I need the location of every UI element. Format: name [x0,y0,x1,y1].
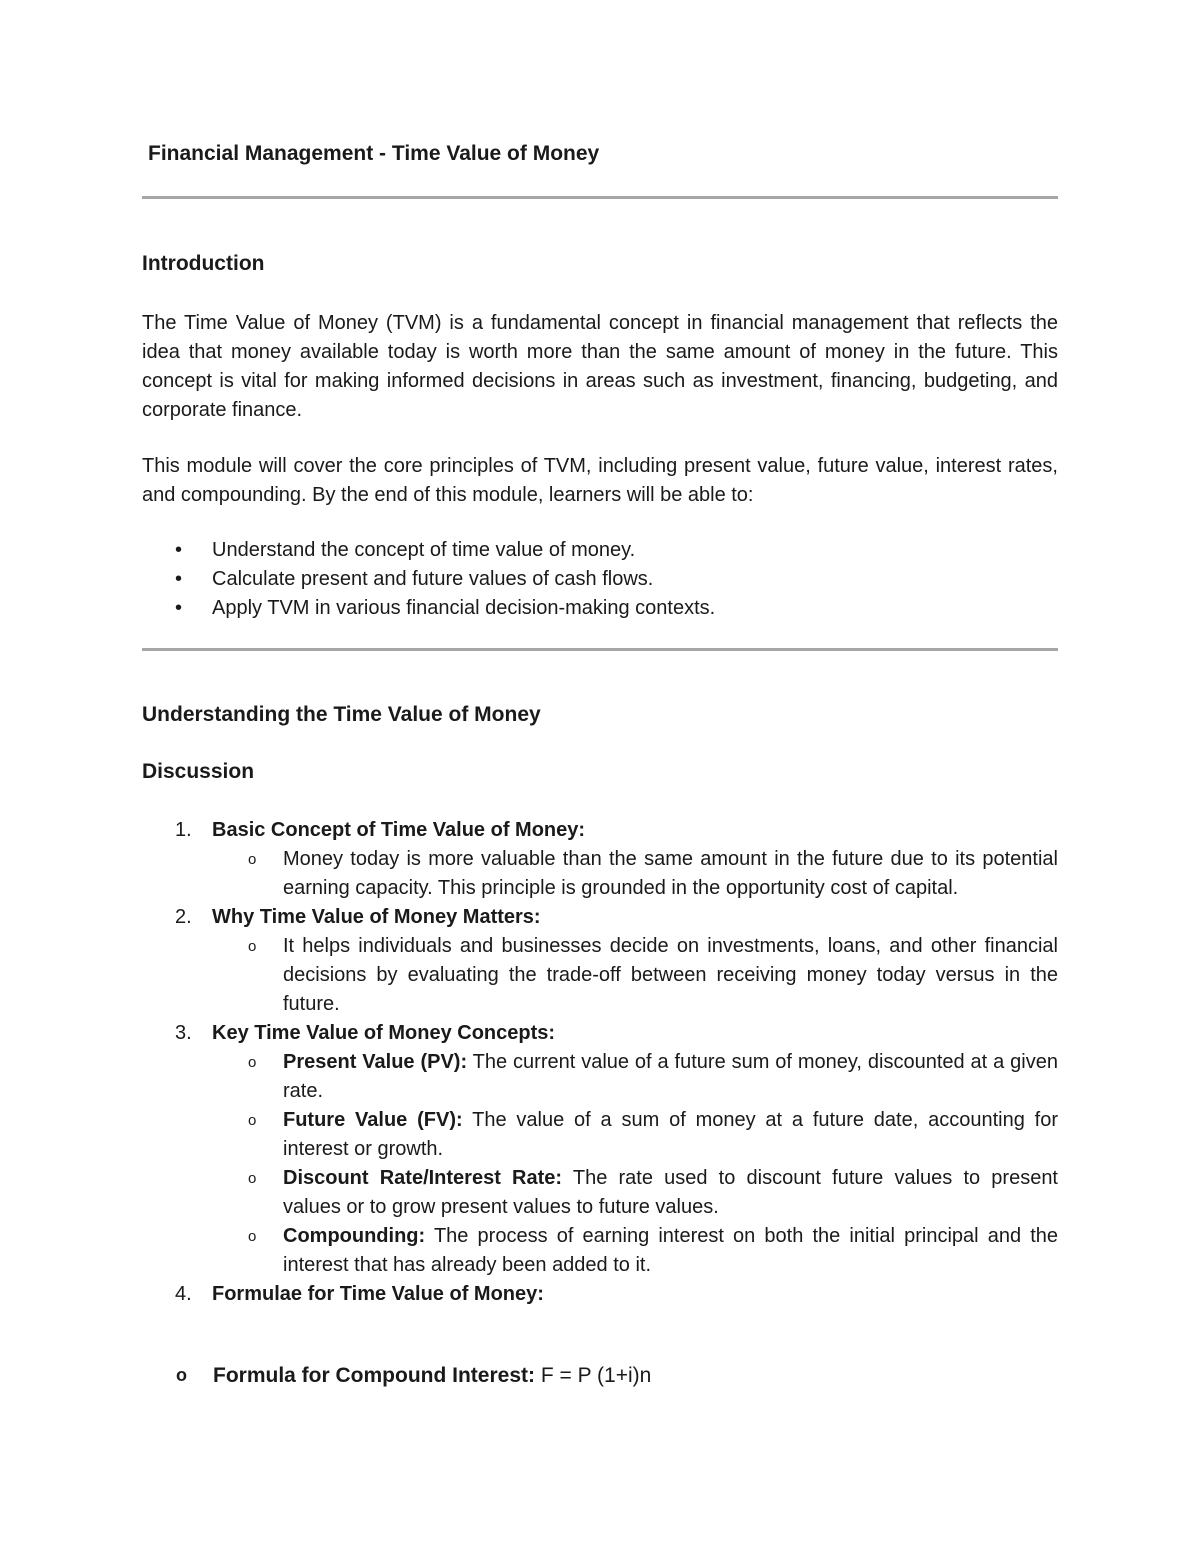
sub-list [212,845,1058,903]
sub-list-item-text: It helps individuals and businesses decide on investments, loans, and other financial decisions by evaluating the trade-off between receiving money today versus in the future. [283,935,1058,1015]
term-definition: The process of earning interest on both the initial principal and the interest that has already been added to it. [283,1225,1058,1276]
discussion-list [142,816,1058,1309]
sub-list-item [212,1048,1058,1106]
list-item [142,816,1058,903]
horizontal-rule [142,648,1058,651]
discussion-heading: Discussion [142,760,255,783]
list-item-title: Why Time Value of Money Matters: [212,906,541,928]
learning-outcomes-list [142,536,715,623]
list-item-title: Key Time Value of Money Concepts: [212,1022,556,1044]
bullet-icon: • [175,539,183,561]
term-label: Discount Rate/Interest Rate: [283,1167,563,1189]
term-label: Present Value (PV): [283,1051,468,1073]
circle-bullet-icon: o [176,1365,187,1385]
term-definition: The rate used to discount future values to present values or to grow present values to future values. [283,1167,1058,1218]
list-item [142,903,1058,1019]
circle-bullet-icon: o [248,938,257,955]
list-number: 3. [175,1022,192,1044]
horizontal-rule [142,196,1058,199]
circle-bullet-icon: o [248,1228,257,1245]
section-heading: Understanding the Time Value of Money [142,703,541,726]
list-item [142,565,715,594]
list-number: 1. [175,819,192,841]
list-item-text: Calculate present and future values of cash flows. [212,568,654,590]
term-label: Future Value (FV): [283,1109,463,1131]
list-item-text: Apply TVM in various financial decision-making contexts. [212,597,716,619]
term-definition: The current value of a future sum of money, discounted at a given rate. [283,1051,1058,1102]
sub-list-item [212,845,1058,903]
circle-bullet-icon: o [248,851,257,868]
bullet-icon: • [175,568,183,590]
sub-list-item [212,1222,1058,1280]
sub-list-item-text: Money today is more valuable than the same amount in the future due to its potential earning capacity. This principle is grounded in the opportunity cost of capital. [283,848,1058,899]
introduction-heading: Introduction [142,252,265,275]
list-item [142,1019,1058,1280]
list-item-title: Basic Concept of Time Value of Money: [212,819,586,841]
list-item [142,1280,1058,1309]
bullet-icon: • [175,597,183,619]
introduction-paragraph: The Time Value of Money (TVM) is a fundamental concept in financial management that reflects the idea that money available today is worth more than the same amount of money in the future. This concept is vital for making informed decisions in areas such as investment, financing, budgeting, and corporate finance. [142,312,1058,421]
term-definition: The value of a sum of money at a future date, accounting for interest or growth. [283,1109,1059,1160]
formula-expression: F = P (1+i)n [535,1364,652,1387]
list-item-text: Understand the concept of time value of money. [212,539,636,561]
sub-list-item [212,1164,1058,1222]
list-number: 2. [175,906,192,928]
sub-list-item [212,932,1058,1019]
list-item [142,536,715,565]
sub-list [212,932,1058,1019]
list-number: 4. [175,1283,192,1305]
term-label: Compounding: [283,1225,426,1247]
document-title: Financial Management - Time Value of Money [148,142,600,165]
circle-bullet-icon: o [248,1170,257,1187]
compound-interest-formula [176,1361,1058,1390]
module-overview-paragraph: This module will cover the core principles of TVM, including present value, future value, interest rates, and compounding. By the end of this module, learners will be able to: [142,455,1058,506]
circle-bullet-icon: o [248,1112,257,1129]
formula-label: Formula for Compound Interest: [213,1364,535,1387]
list-item [142,594,715,623]
circle-bullet-icon: o [248,1054,257,1071]
list-item-title: Formulae for Time Value of Money: [212,1283,544,1305]
sub-list-item [212,1106,1058,1164]
sub-list [212,1048,1058,1280]
